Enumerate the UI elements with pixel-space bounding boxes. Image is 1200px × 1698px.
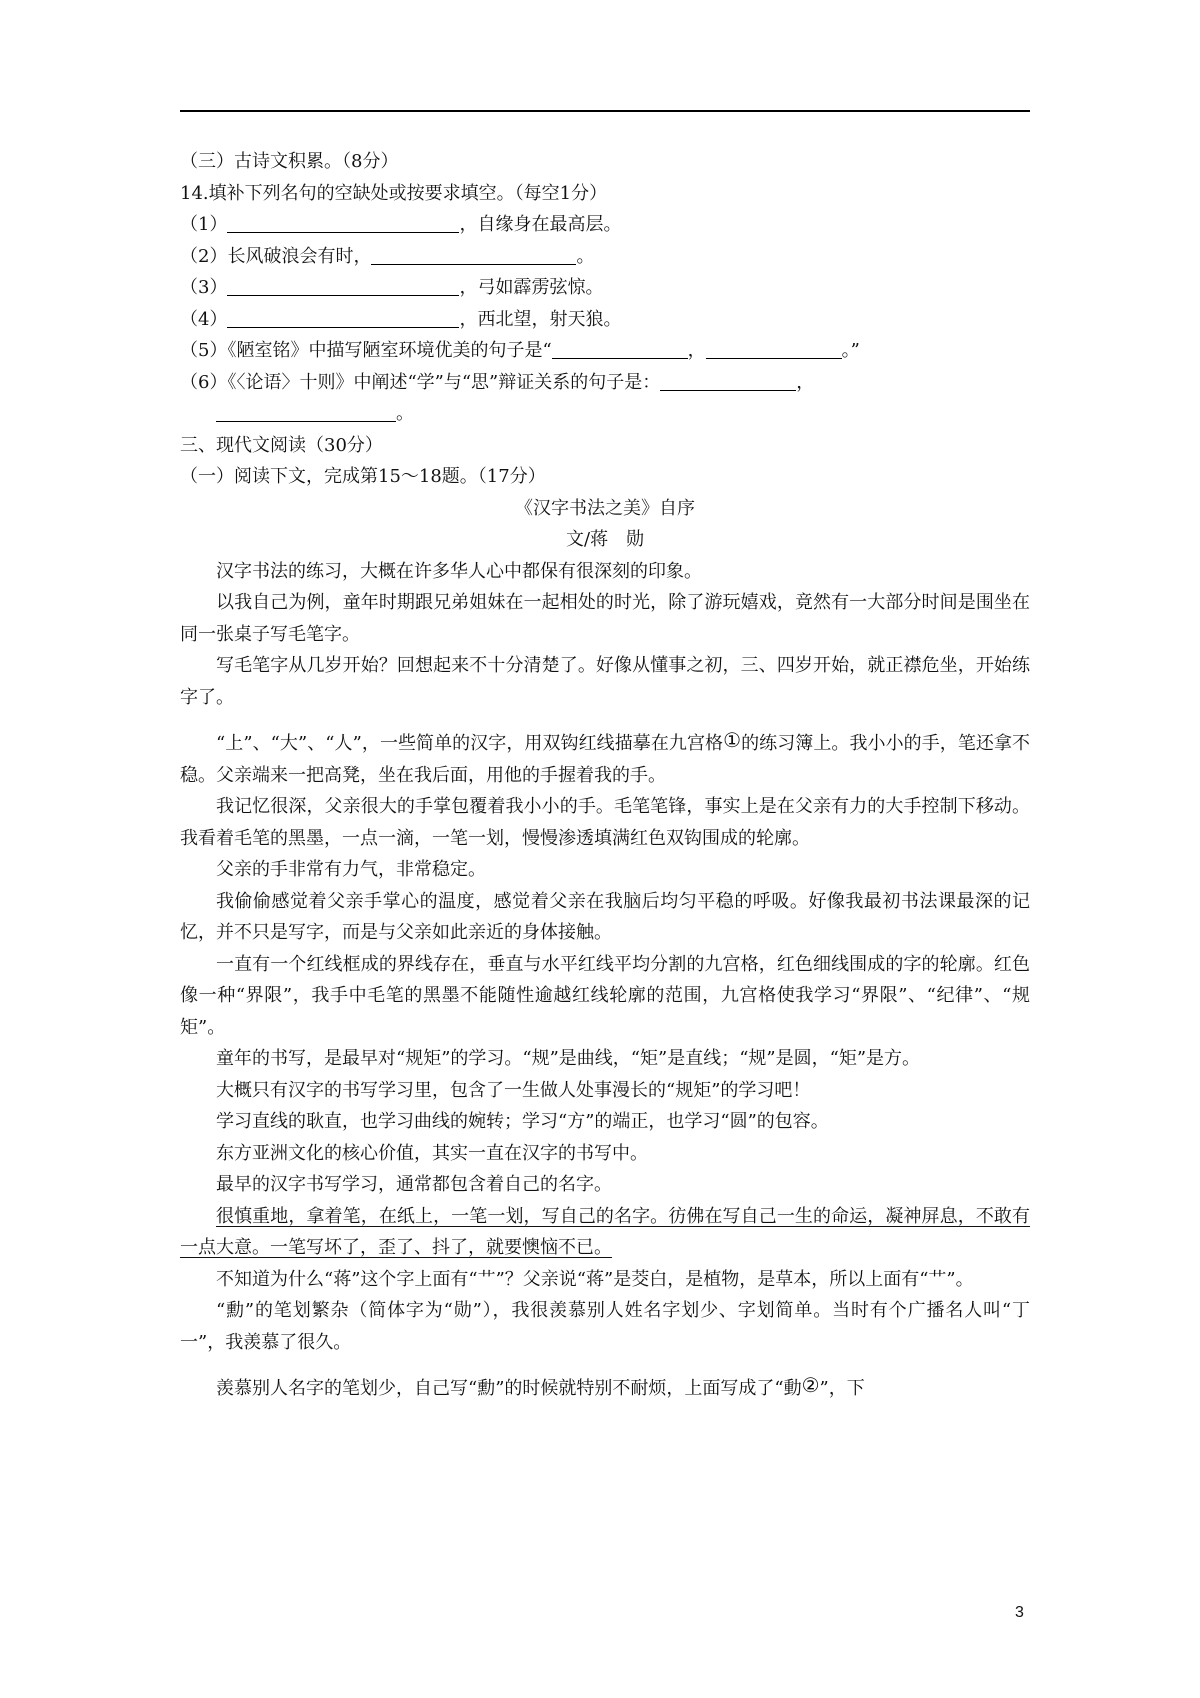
article-paragraph: 汉字书法的练习，大概在许多华人心中都保有很深刻的印象。	[216, 560, 702, 582]
fill-item-3	[180, 272, 1030, 304]
part-heading: 三、现代文阅读（30分）	[180, 434, 383, 456]
item-number: （5）	[180, 340, 228, 361]
item-text: ，	[687, 340, 706, 361]
section-heading: （三）古诗文积累。（8分）	[180, 151, 399, 172]
article-paragraph: 不知道为什么“蒋”这个字上面有“艹”？父亲说“蒋”是茭白，是植物，是草本，所以上面有“艹”。	[216, 1268, 974, 1290]
item-text: 。”	[841, 340, 860, 361]
fill-item-5	[180, 335, 1030, 367]
fill-item-2	[180, 241, 1030, 273]
answer-blank[interactable]	[706, 338, 842, 359]
item-text: 。	[396, 403, 414, 424]
footnote-marker-1: ①	[723, 728, 742, 752]
item-text: ，弓如霹雳弦惊。	[459, 277, 604, 298]
item-text: 。	[576, 245, 595, 267]
article-paragraph	[180, 725, 1030, 791]
paragraph-text: 很慎重地，拿着笔，在纸上，一笔一划，写自己的名字。彷佛在写自己一生的命运，凝神屏息，不敢有一点大意。一笔写坏了，歪了、抖了，就要懊恼不已。	[180, 1205, 1030, 1258]
article-paragraph: 我记忆很深，父亲很大的手掌包覆着我小小的手。毛笔笔锋，事实上是在父亲有力的大手控制下移动。我看着毛笔的黑墨，一点一滴，一笔一划，慢慢渗透填满红色双钩围成的轮廓。	[180, 796, 1030, 849]
header-rule	[180, 110, 1030, 112]
paragraph-text: “上”、“大”、“人”，一些简单的汉字，用双钩红线描摹在九宫格	[216, 733, 724, 754]
article-paragraph: 父亲的手非常有力气，非常稳定。	[216, 859, 486, 880]
article-title: 《汉字书法之美》自序	[515, 497, 695, 519]
fill-item-6-continued	[180, 398, 1030, 430]
item-text: 《〈论语〉十则》中阐述“学”与“思”辩证关系的句子是：	[227, 371, 661, 393]
item-text: 《陋室铭》中描写陋室环境优美的句子是“	[227, 340, 552, 361]
answer-blank[interactable]	[371, 244, 576, 265]
fill-item-4	[180, 304, 1030, 336]
article-paragraph: 大概只有汉字的书写学习里，包含了一生做人处事漫长的“规矩”的学习吧！	[216, 1079, 811, 1101]
paragraph-text: ”，下	[819, 1378, 865, 1399]
item-number: （2）	[180, 245, 228, 267]
underlined-passage	[180, 1201, 1030, 1264]
document-body	[180, 146, 1030, 1405]
article-paragraph: 我偷偷感觉着父亲手掌心的温度，感觉着父亲在我脑后均匀平稳的呼吸。好像我最初书法课最深的记忆，并不只是写字，而是与父亲如此亲近的身体接触。	[180, 890, 1030, 943]
article-paragraph: “勳”的笔划繁杂（简体字为“勋”），我很羡慕别人姓名字划少、字划简单。当时有个广播名人叫“丁一”，我羡慕了很久。	[180, 1300, 1030, 1353]
item-number: （1）	[180, 214, 228, 235]
paragraph-text: 的练习簿上。我小小的手，笔还拿不稳。父亲端来一把高凳，坐在我后面，用他的手握着我的手。	[180, 733, 1030, 786]
article-paragraph: 写毛笔字从几岁开始？回想起来不十分清楚了。好像从懂事之初，三、四岁开始，就正襟危坐，开始练字了。	[180, 655, 1030, 708]
item-text: ，自缘身在最高层。	[459, 214, 622, 235]
article-paragraph	[180, 1370, 1030, 1405]
reading-instruction: （一）阅读下文，完成第15～18题。（17分）	[180, 466, 546, 487]
article-author: 文/蒋 勋	[565, 529, 645, 550]
article-paragraph: 以我自己为例，童年时期跟兄弟姐妹在一起相处的时光，除了游玩嬉戏，竟然有一大部分时间是围坐在同一张桌子写毛笔字。	[180, 592, 1030, 645]
item-number: （6）	[180, 371, 228, 393]
answer-blank[interactable]	[552, 338, 688, 359]
item-text: 长风破浪会有时，	[227, 245, 372, 267]
answer-blank[interactable]	[227, 307, 459, 328]
article-paragraph: 最早的汉字书写学习，通常都包含着自己的名字。	[216, 1174, 612, 1195]
footnote-marker-2: ②	[801, 1373, 820, 1397]
fill-item-1	[180, 209, 1030, 241]
paragraph-text: 羡慕别人名字的笔划少，自己写“勳”的时候就特别不耐烦，上面写成了“動	[216, 1378, 802, 1399]
article-paragraph: 学习直线的耿直，也学习曲线的婉转；学习“方”的端正，也学习“圆”的包容。	[216, 1111, 829, 1132]
page-number: 3	[1015, 1604, 1024, 1621]
article-paragraph: 童年的书写，是最早对“规矩”的学习。“规”是曲线，“矩”是直线；“规”是圆，“矩”是方。	[216, 1048, 921, 1069]
fill-item-6	[180, 367, 1030, 399]
article-paragraph: 东方亚洲文化的核心价值，其实一直在汉字的书写中。	[216, 1142, 648, 1164]
item-text: ，	[796, 371, 815, 393]
answer-blank[interactable]	[227, 275, 459, 296]
item-text: ，西北望，射天狼。	[459, 308, 622, 330]
question-14-stem: 14.填补下列名句的空缺处或按要求填空。（每空1分）	[180, 182, 608, 204]
answer-blank[interactable]	[660, 370, 796, 391]
item-number: （3）	[180, 277, 228, 298]
article-paragraph: 一直有一个红线框成的界线存在，垂直与水平红线平均分割的九宫格，红色细线围成的字的轮廓。红色像一种“界限”，我手中毛笔的黑墨不能随性逾越红线轮廓的范围，九宫格使我学习“界限”、“纪律”、“规矩”。	[180, 953, 1030, 1038]
item-number: （4）	[180, 308, 228, 330]
answer-blank[interactable]	[227, 212, 459, 233]
answer-blank[interactable]	[216, 401, 396, 422]
